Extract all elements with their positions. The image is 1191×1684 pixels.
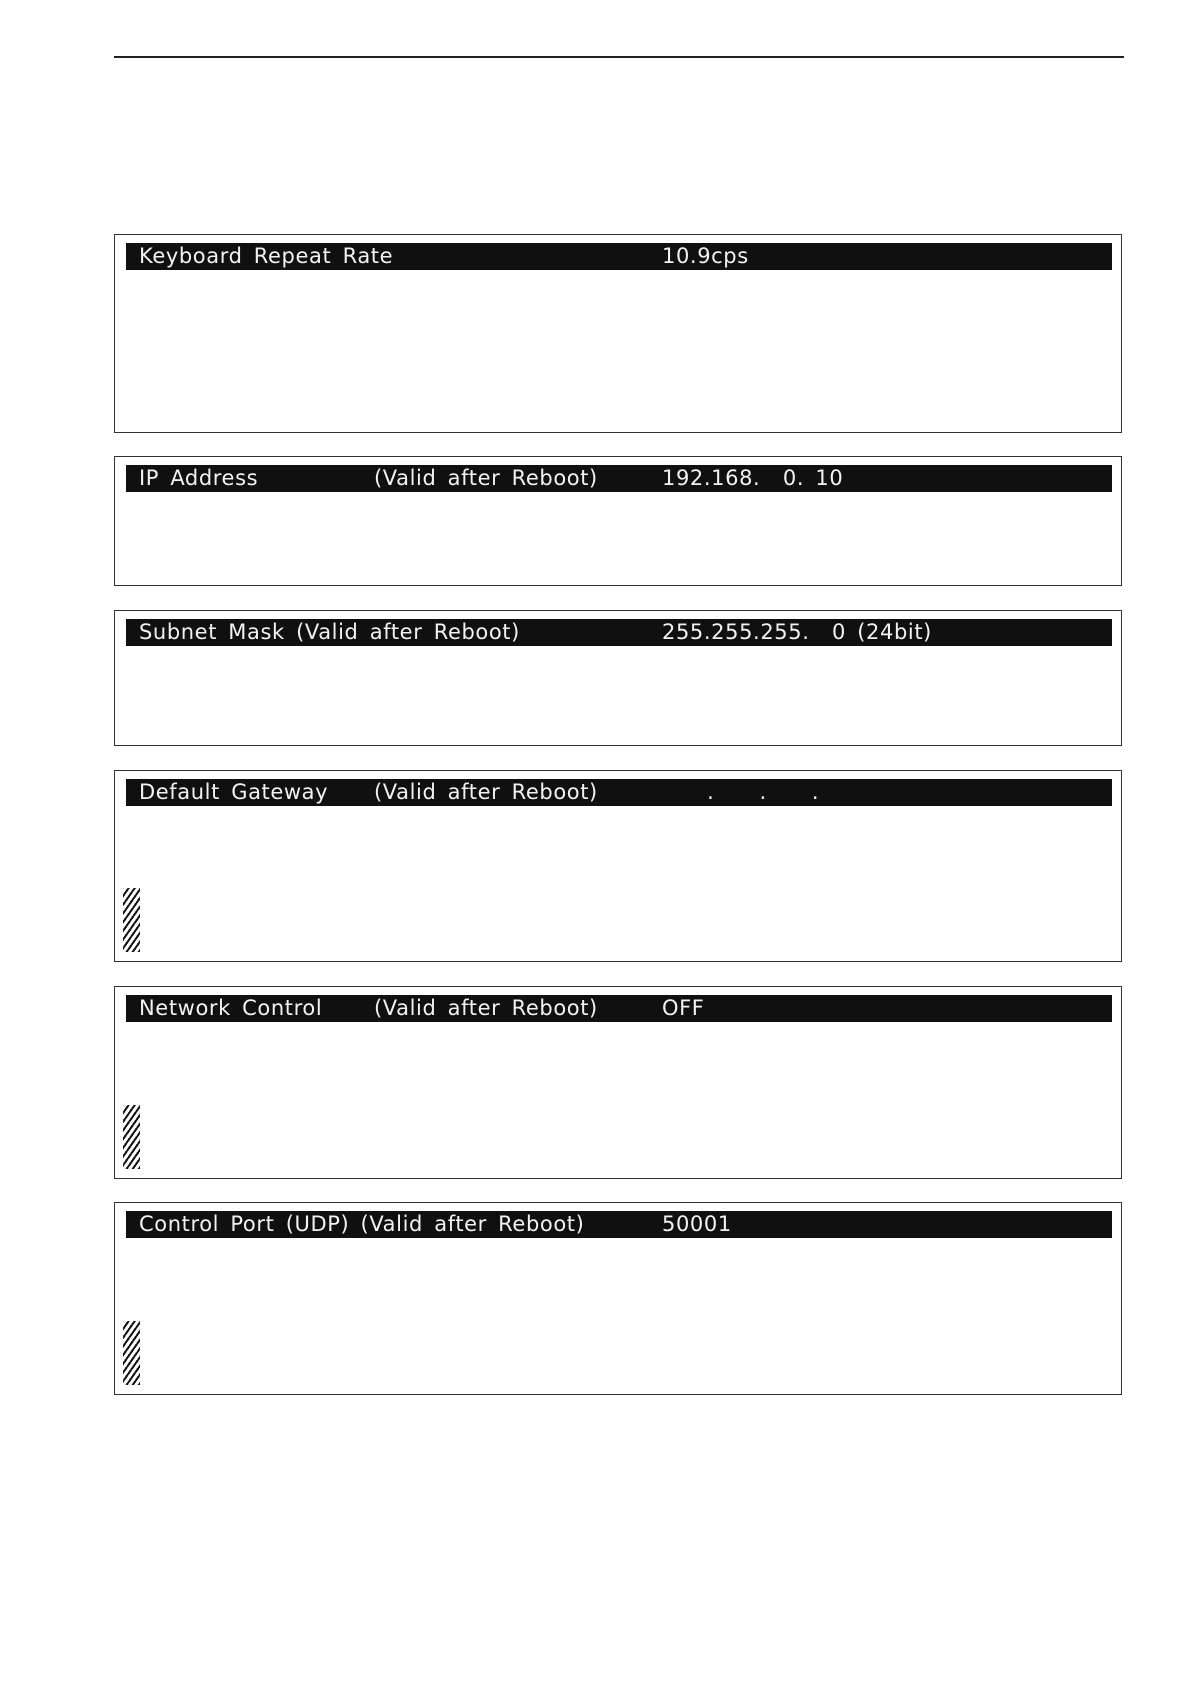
setting-label: Control Port (UDP) (Valid after Reboot) xyxy=(139,1212,585,1236)
setting-value[interactable]: OFF xyxy=(662,996,705,1020)
setting-panel-control-port xyxy=(114,1202,1122,1395)
header-rule xyxy=(114,56,1124,58)
setting-panel-keyboard-repeat-rate xyxy=(114,234,1122,433)
setting-panel-default-gateway xyxy=(114,770,1122,962)
note-hatch-icon xyxy=(123,888,140,952)
setting-note: (Valid after Reboot) xyxy=(374,466,598,490)
setting-value[interactable]: 255.255.255. 0 (24bit) xyxy=(662,620,932,644)
note-hatch-icon xyxy=(123,1321,140,1385)
setting-row-default-gateway[interactable] xyxy=(126,779,1112,806)
setting-value[interactable]: 50001 xyxy=(662,1212,732,1236)
setting-label: Subnet Mask (Valid after Reboot) xyxy=(139,620,520,644)
setting-label: Default Gateway xyxy=(139,780,329,804)
setting-panel-ip-address xyxy=(114,456,1122,586)
setting-value[interactable]: . . . xyxy=(662,780,820,804)
setting-note: (Valid after Reboot) xyxy=(374,780,598,804)
setting-label: IP Address xyxy=(139,466,259,490)
setting-panel-subnet-mask xyxy=(114,610,1122,746)
setting-label: Network Control xyxy=(139,996,323,1020)
setting-value[interactable]: 192.168. 0. 10 xyxy=(662,466,844,490)
setting-row-keyboard-repeat-rate[interactable] xyxy=(126,243,1112,270)
note-hatch-icon xyxy=(123,1105,140,1169)
setting-panel-network-control xyxy=(114,986,1122,1179)
setting-value[interactable]: 10.9cps xyxy=(662,244,749,268)
setting-row-network-control[interactable] xyxy=(126,995,1112,1022)
setting-note: (Valid after Reboot) xyxy=(374,996,598,1020)
setting-row-ip-address[interactable] xyxy=(126,465,1112,492)
setting-row-control-port[interactable] xyxy=(126,1211,1112,1238)
setting-row-subnet-mask[interactable] xyxy=(126,619,1112,646)
setting-label: Keyboard Repeat Rate xyxy=(139,244,394,268)
